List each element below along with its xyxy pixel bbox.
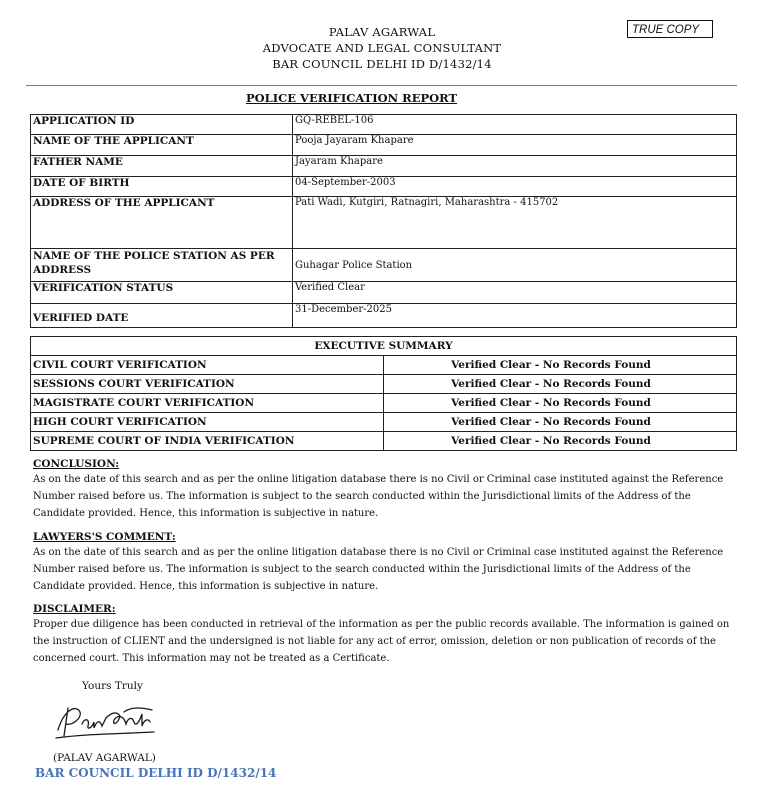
conclusion-heading: CONCLUSION: [33,458,120,470]
table-row [31,249,737,282]
detail-label: ADDRESS OF THE APPLICANT [31,197,293,249]
detail-value: Guhagar Police Station [293,249,737,282]
header-divider [26,85,737,86]
advocate-designation: ADVOCATE AND LEGAL CONSULTANT [262,41,502,55]
detail-value: 31-December-2025 [293,304,737,328]
table-row [31,282,737,304]
detail-label: NAME OF THE APPLICANT [31,135,293,156]
handwritten-signature [54,700,158,740]
executive-summary-table [30,336,737,451]
court-label: SESSIONS COURT VERIFICATION [31,375,384,394]
true-copy-stamp: TRUE COPY [627,20,713,38]
court-result: Verified Clear - No Records Found [384,413,737,432]
report-title: POLICE VERIFICATION REPORT [246,91,458,105]
detail-label: VERIFICATION STATUS [31,282,293,304]
conclusion-section [33,457,733,522]
detail-value: 04-September-2003 [293,177,737,197]
table-row [31,337,737,356]
detail-label: DATE OF BIRTH [31,177,293,197]
court-label: SUPREME COURT OF INDIA VERIFICATION [31,432,384,451]
executive-summary-heading: EXECUTIVE SUMMARY [31,337,737,356]
court-label: CIVIL COURT VERIFICATION [31,356,384,375]
detail-label: NAME OF THE POLICE STATION AS PER ADDRESS [31,249,293,282]
detail-value: Verified Clear [293,282,737,304]
table-row [31,375,737,394]
table-row [31,304,737,328]
court-label: HIGH COURT VERIFICATION [31,413,384,432]
table-row [31,115,737,135]
detail-value: GQ-REBEL-106 [293,115,737,135]
lawyers-comment-heading: LAWYERS'S COMMENT: [33,531,176,543]
table-row [31,432,737,451]
court-result: Verified Clear - No Records Found [384,394,737,413]
detail-value: Jayaram Khapare [293,156,737,177]
table-row [31,394,737,413]
table-row [31,197,737,249]
lawyers-comment-text: As on the date of this search and as per the online litigation database there is no Civil or Criminal case instituted against the Reference Number raised before us. The information is subject to the search conducted within the Jurisdictional limits of the Address of the Candidate provided. Hence, this information is subjective in nature. [33,547,724,592]
lawyers-comment-section [33,530,733,595]
bar-council-id: BAR COUNCIL DELHI ID D/1432/14 [272,57,492,71]
detail-value: Pooja Jayaram Khapare [293,135,737,156]
table-row [31,177,737,197]
applicant-details-table [30,114,737,328]
table-row [31,135,737,156]
court-result: Verified Clear - No Records Found [384,375,737,394]
disclaimer-text: Proper due diligence has been conducted in retrieval of the information as per the public records available. The information is gained on the instruction of CLIENT and the undersigned is not liable for any act of error, omission, deletion or non publication of records of the concerned court. This information may not be treated as a Certificate. [33,619,730,664]
table-row [31,156,737,177]
court-result: Verified Clear - No Records Found [384,432,737,451]
table-row [31,413,737,432]
court-label: MAGISTRATE COURT VERIFICATION [31,394,384,413]
disclaimer-heading: DISCLAIMER: [33,603,116,615]
closing-salutation: Yours Truly [82,680,143,692]
disclaimer-section [33,602,733,667]
advocate-name: PALAV AGARWAL [328,25,436,39]
conclusion-text: As on the date of this search and as per the online litigation database there is no Civil or Criminal case instituted against the Reference Number raised before us. The information is subject to the search conducted within the Jurisdictional limits of the Address of the Candidate provided. Hence, this information is subjective in nature. [33,474,724,519]
detail-label: VERIFIED DATE [31,304,293,328]
signatory-name: (PALAV AGARWAL) [53,752,156,764]
table-row [31,356,737,375]
detail-label: FATHER NAME [31,156,293,177]
detail-label: APPLICATION ID [31,115,293,135]
signatory-bar-id: BAR COUNCIL DELHI ID D/1432/14 [35,766,277,780]
court-result: Verified Clear - No Records Found [384,356,737,375]
detail-value: Pati Wadi, Kutgiri, Ratnagiri, Maharashtra - 415702 [293,197,737,249]
